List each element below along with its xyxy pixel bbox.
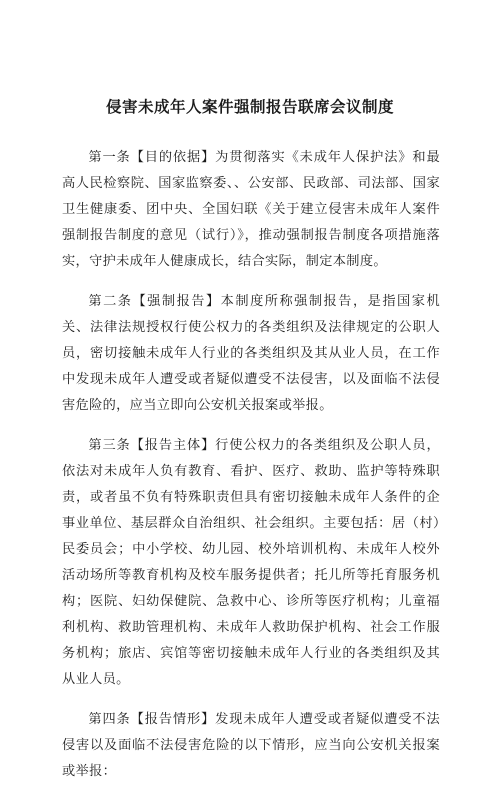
article-2-heading: 【强制报告】 <box>132 294 221 309</box>
document-title: 侵害未成年人案件强制报告联席会议制度 <box>105 98 394 116</box>
article-4-body: 发现未成年人遭受或者疑似遭受不法侵害以及面临不法侵害危险的以下情形，应当向公安机关报案或举报： <box>62 712 440 779</box>
article-1-heading: 【目的依据】 <box>130 150 216 165</box>
document-body <box>62 145 440 799</box>
article-3-body: 行使公权力的各类组织及公职人员，依法对未成年人负有教育、看护、医疗、救助、监护等特殊职责，或者虽不负有特殊职责但具有密切接触未成年人条件的企事业单位、基层群众自治组织、社会组织。主要包括：居（村）民委员会；中小学校、幼儿园、校外培训机构、未成年人校外活动场所等教育机构及校车服务提供者；托儿所等托育服务机构；医院、妇幼保健院、急救中心、诊所等医疗机构；儿童福利机构、救助管理机构、未成年人救助保护机构、社会工作服务机构；旅店、宾馆等密切接触未成年人行业的各类组织及其从业人员。 <box>62 438 440 687</box>
article-2-body: 本制度所称强制报告，是指国家机关、法律法规授权行使公权力的各类组织及法律规定的公职人员，密切接触未成年人行业的各类组织及其从业人员，在工作中发现未成年人遭受或者疑似遭受不法侵害，以及面临不法侵害危险的，应当立即向公安机关报案或举报。 <box>62 294 440 413</box>
article-4 <box>62 707 440 785</box>
article-1-body: 为贯彻落实《未成年人保护法》和最高人民检察院、国家监察委、、公安部、民政部、司法部、国家卫生健康委、团中央、全国妇联《关于建立侵害未成年人案件强制报告制度的意见（试行）》，推动强制报告制度各项措施落实，守护未成年人健康成长，结合实际，制定本制度。 <box>62 150 440 269</box>
article-1-number: 第一条 <box>88 150 131 165</box>
article-2-number: 第二条 <box>88 294 133 309</box>
article-3 <box>62 433 440 693</box>
article-4-number: 第四条 <box>88 712 131 727</box>
article-2 <box>62 289 440 419</box>
article-1 <box>62 145 440 275</box>
article-3-number: 第三条 <box>88 438 131 453</box>
article-4-heading: 【报告情形】 <box>130 712 216 727</box>
article-3-heading: 【报告主体】 <box>130 438 216 453</box>
